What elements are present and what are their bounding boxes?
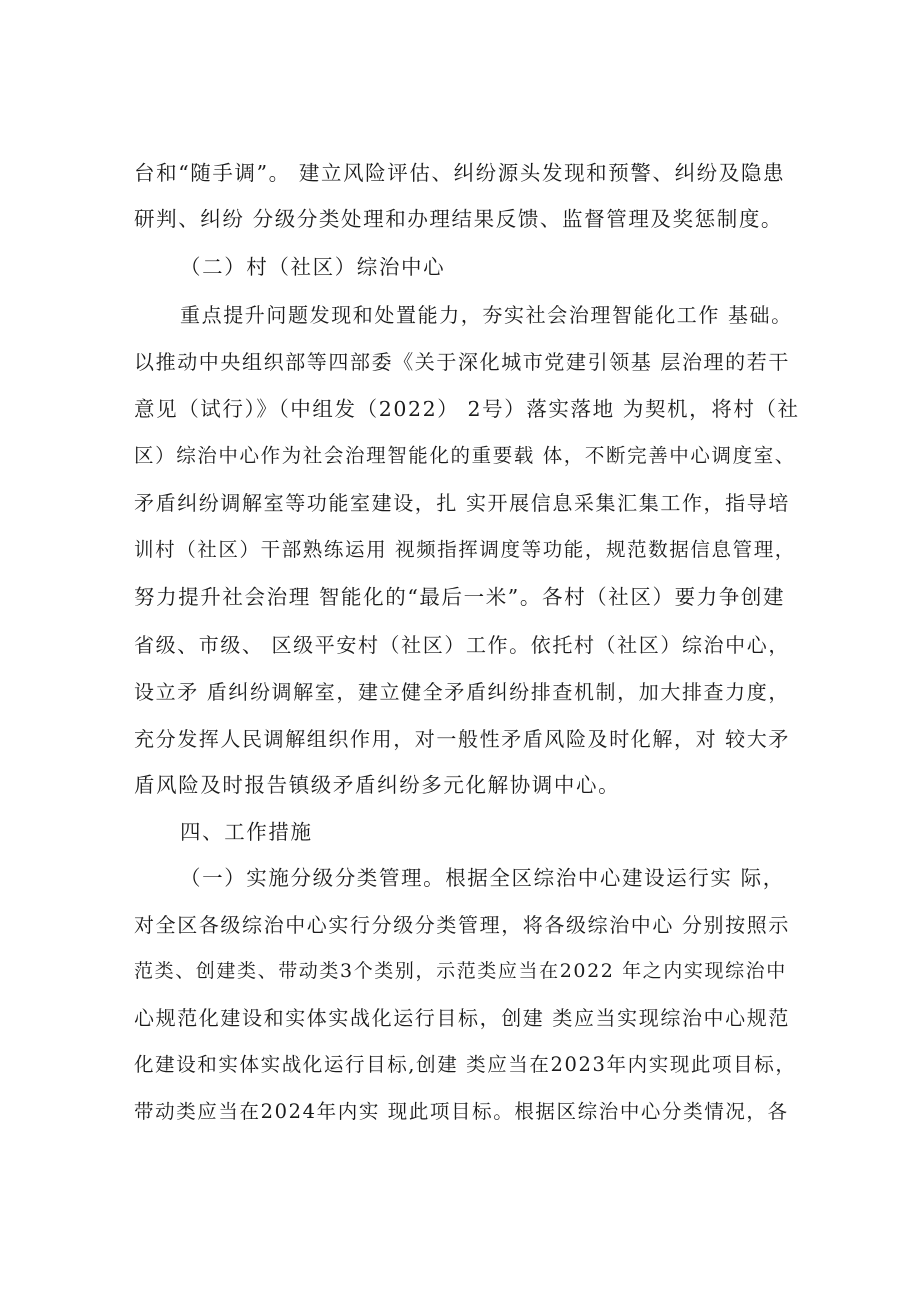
paragraph-line: 区）综治中心作为社会治理智能化的重要载 体，不断完善中心调度室、 bbox=[134, 444, 796, 467]
paragraph-line: 重点提升问题发现和处置能力，夯实社会治理智能化工作 基础。 bbox=[180, 303, 793, 327]
paragraph-line: 研判、纠纷 分级分类处理和办理结果反馈、监督管理及奖惩制度。 bbox=[134, 207, 784, 231]
paragraph-line: 以推动中央组织部等四部委《关于深化城市党建引领基 层治理的若干 bbox=[134, 350, 790, 374]
paragraph-line: 心规范化建设和实体实战化运行目标，创建 类应当实现综治中心规范 bbox=[134, 1006, 790, 1030]
paragraph-line: 意见（试行）》（中组发（2022） 2号）落实落地 为契机，将村（社 bbox=[134, 397, 800, 421]
section-heading: 四、工作措施 bbox=[180, 820, 313, 844]
paragraph-line: 盾风险及时报告镇级矛盾纠纷多元化解协调中心。 bbox=[134, 773, 621, 797]
paragraph-line: （一）实施分级分类管理。根据全区综治中心建设运行实 际， bbox=[180, 866, 785, 890]
paragraph-line: 带动类应当在2024年内实 现此项目标。根据区综治中心分类情况，各 bbox=[134, 1100, 789, 1123]
paragraph-line: 化建设和实体实战化运行目标,创建 类应当在2023年内实现此项目标， bbox=[134, 1053, 797, 1076]
paragraph-line: 充分发挥人民调解组织作用，对一般性矛盾风险及时化解，对 较大矛 bbox=[134, 727, 790, 751]
paragraph-line: 矛盾纠纷调解室等功能室建设，扎 实开展信息采集汇集工作，指导培 bbox=[134, 491, 790, 515]
paragraph-line: 训村（社区）干部熟练运用 视频指挥调度等功能，规范数据信息管理， bbox=[134, 538, 796, 561]
paragraph-line: 台和“随手调”。 建立风险评估、纠纷源头发现和预警、纠纷及隐患 bbox=[134, 161, 786, 185]
paragraph-line: 设立矛 盾纠纷调解室，建立健全矛盾纠纷排查机制，加大排查力度， bbox=[134, 680, 790, 704]
paragraph-line: 对全区各级综治中心实行分级分类管理，将各级综治中心 分别按照示 bbox=[134, 913, 790, 937]
paragraph-line: 范类、创建类、带动类3个类别，示范类应当在2022 年之内实现综治中 bbox=[134, 960, 787, 982]
paragraph-line: 努力提升社会治理 智能化的“最后一米”。各村（社区）要力争创建 bbox=[134, 585, 786, 609]
section-heading: （二）村（社区）综治中心 bbox=[180, 255, 446, 279]
paragraph-line: 省级、市级、 区级平安村（社区）工作。依托村（社区）综治中心， bbox=[134, 633, 790, 657]
